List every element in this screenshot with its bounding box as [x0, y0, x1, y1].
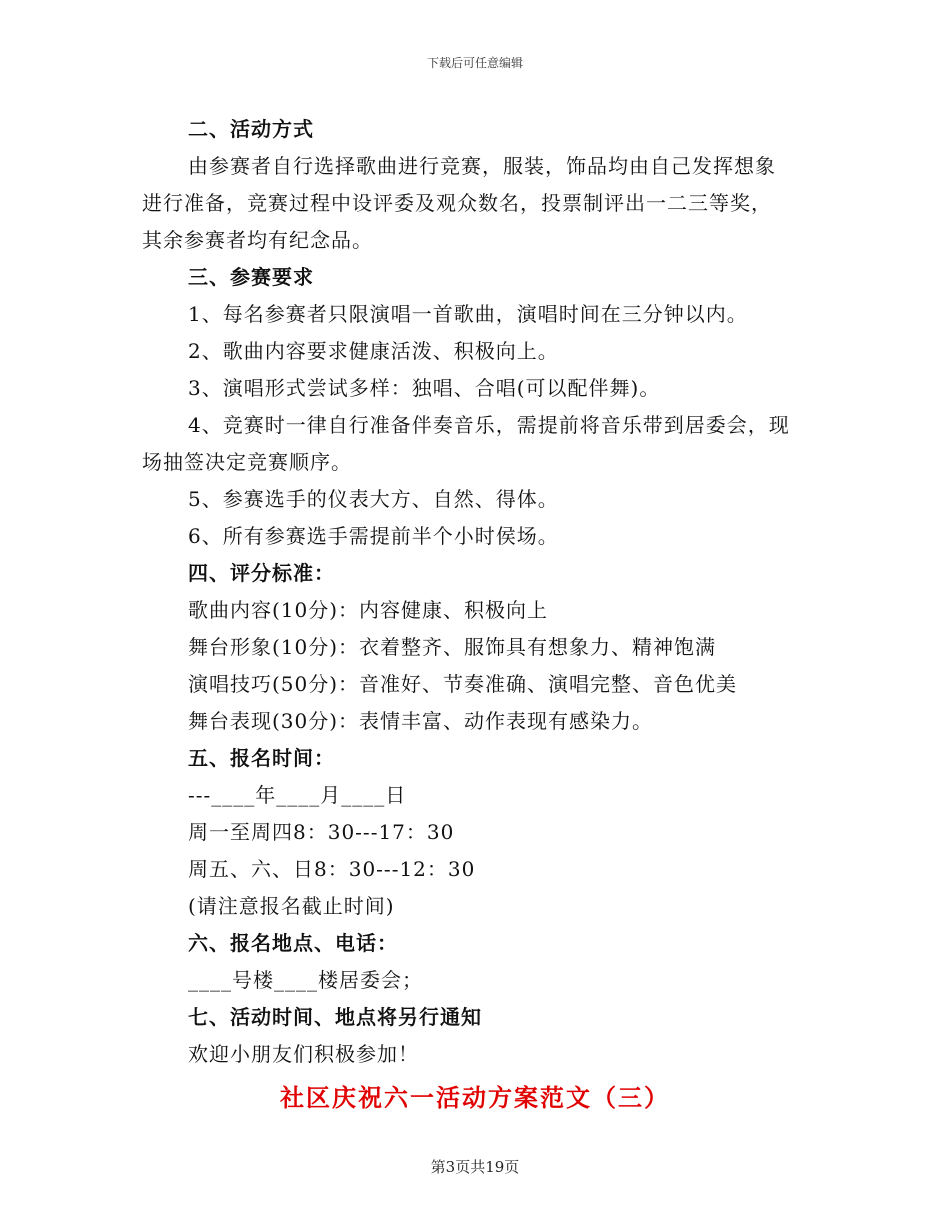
section-title-notice: 七、活动时间、地点将另行通知 [188, 1005, 482, 1029]
section-title-activity-method: 二、活动方式 [188, 117, 314, 141]
scoring-item: 舞台表现(30分)：表情丰富、动作表现有感染力。 [188, 709, 654, 733]
list-item: 4、竞赛时一律自行准备伴奏音乐，需提前将音乐带到居委会，现 [188, 413, 790, 437]
paragraph-line: 其余参赛者均有纪念品。 [142, 228, 373, 252]
list-item: 1、每名参赛者只限演唱一首歌曲，演唱时间在三分钟以内。 [188, 302, 748, 326]
section-title-registration-time: 五、报名时间： [188, 746, 335, 770]
registration-hours-weekend: 周五、六、日8：30---12：30 [188, 857, 476, 881]
section-title-registration-place: 六、报名地点、电话： [188, 931, 398, 955]
registration-date: ---____年____月____日 [188, 783, 407, 807]
scoring-item: 歌曲内容(10分)：内容健康、积极向上 [188, 598, 549, 622]
section-title-scoring: 四、评分标准： [188, 561, 335, 585]
list-item: 2、歌曲内容要求健康活泼、积极向上。 [188, 339, 559, 363]
next-document-title: 社区庆祝六一活动方案范文（三） [280, 1083, 670, 1112]
scoring-item: 演唱技巧(50分)：音准好、节奏准确、演唱完整、音色优美 [188, 672, 738, 696]
registration-note: (请注意报名截止时间) [188, 894, 395, 918]
list-item: 3、演唱形式尝试多样：独唱、合唱(可以配伴舞)。 [188, 376, 661, 400]
registration-place: ____号楼____楼居委会； [188, 968, 423, 992]
welcome-text: 欢迎小朋友们积极参加！ [188, 1042, 419, 1066]
list-item: 5、参赛选手的仪表大方、自然、得体。 [188, 487, 559, 511]
paragraph-line: 由参赛者自行选择歌曲进行竞赛，服装，饰品均由自己发挥想象 [188, 154, 776, 178]
scoring-item: 舞台形象(10分)：衣着整齐、服饰具有想象力、精神饱满 [188, 635, 717, 659]
paragraph-line: 进行准备，竞赛过程中设评委及观众数名，投票制评出一二三等奖， [142, 191, 772, 215]
page-footer: 第3页共19页 [430, 1158, 520, 1176]
list-item-continuation: 场抽签决定竞赛顺序。 [142, 450, 352, 474]
section-title-requirements: 三、参赛要求 [188, 265, 314, 289]
list-item: 6、所有参赛选手需提前半个小时侯场。 [188, 524, 559, 548]
registration-hours-weekday: 周一至周四8：30---17：30 [188, 820, 455, 844]
page-header: 下载后可任意编辑 [426, 56, 523, 70]
